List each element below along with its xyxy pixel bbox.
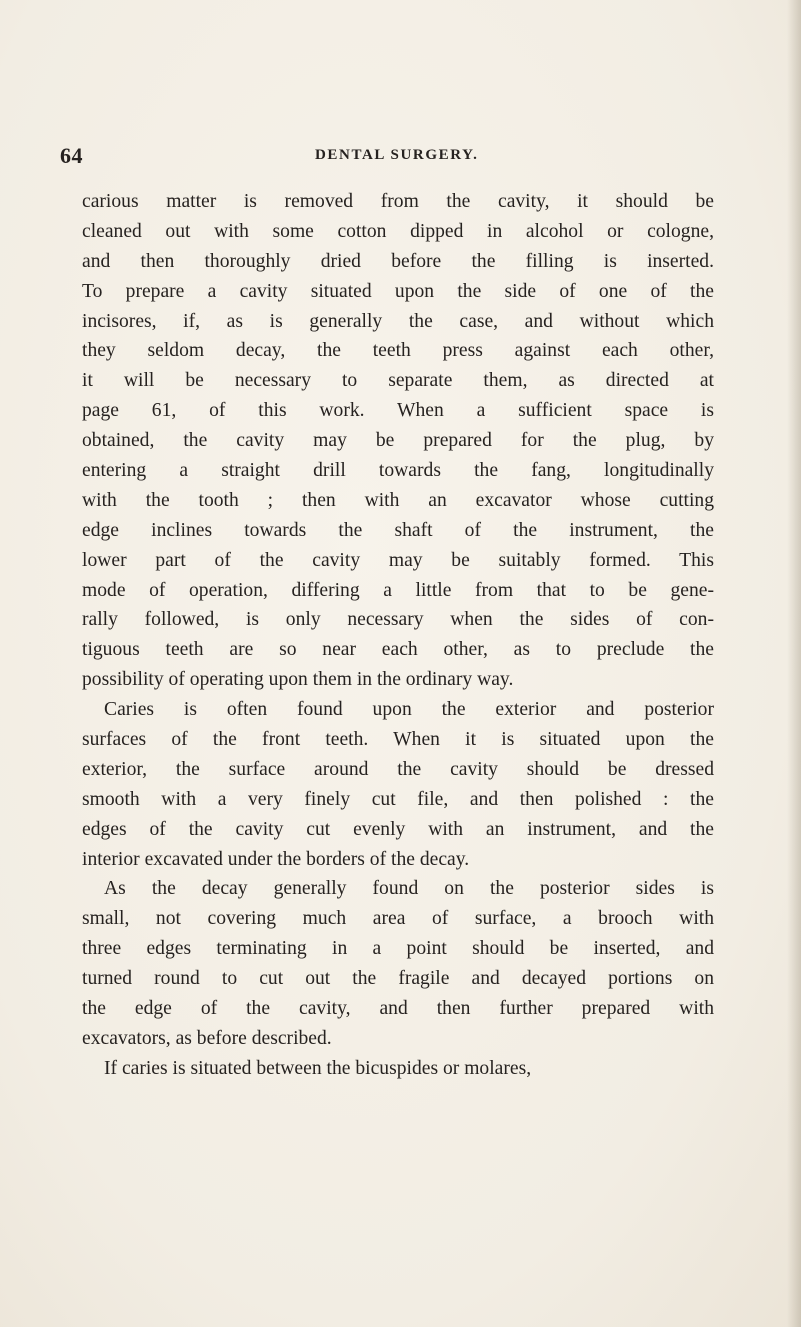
text-line: carious matter is removed from the cavity, it should be (82, 191, 714, 212)
page-edge-shadow (787, 0, 801, 1327)
page-header (60, 143, 740, 167)
text-line: three edges terminating in a point should be inserted, and (82, 938, 714, 960)
body-text (82, 187, 714, 1084)
text-line: the edge of the cavity, and then further prepared with (82, 998, 714, 1020)
text-line: edge inclines towards the shaft of the instrument, the (82, 519, 714, 541)
text-line: exterior, the surface around the cavity should be dressed (82, 758, 714, 780)
text-line: edges of the cavity cut evenly with an instrument, and the (82, 818, 714, 840)
text-line: excavators, as before described. (82, 1027, 332, 1049)
text-line: To prepare a cavity situated upon the side of one of the (82, 280, 714, 302)
text-line: obtained, the cavity may be prepared for the plug, by (82, 430, 714, 452)
paragraph-start-line: Caries is often found upon the exterior and posterior (104, 699, 714, 721)
text-line: small, not covering much area of surface, a brooch with (82, 908, 714, 930)
running-head: DENTAL SURGERY. (315, 147, 479, 163)
paragraph-start-line: If caries is situated between the bicuspides or molares, (104, 1057, 532, 1079)
text-line: they seldom decay, the teeth press against each other, (82, 340, 714, 362)
text-line: it will be necessary to separate them, as directed at (82, 370, 714, 392)
text-line: rally followed, is only necessary when the sides of con- (82, 609, 714, 631)
text-line: smooth with a very finely cut file, and then polished : the (82, 788, 714, 810)
text-line: turned round to cut out the fragile and decayed portions on (82, 968, 714, 990)
text-line: with the tooth ; then with an excavator whose cutting (82, 489, 714, 511)
text-line: page 61, of this work. When a sufficient space is (82, 400, 714, 422)
text-line: and then thoroughly dried before the filling is inserted. (82, 250, 714, 272)
text-line: entering a straight drill towards the fang, longitudinally (82, 460, 714, 482)
text-line: mode of operation, differing a little from that to be gene- (82, 579, 714, 601)
text-line: surfaces of the front teeth. When it is situated upon the (82, 729, 714, 751)
page-number: 64 (60, 143, 83, 168)
text-line: lower part of the cavity may be suitably formed. This (82, 549, 714, 571)
text-line: incisores, if, as is generally the case, and without which (82, 310, 714, 332)
text-line: possibility of operating upon them in the ordinary way. (82, 669, 514, 691)
text-line: interior excavated under the borders of the decay. (82, 848, 470, 870)
text-line: cleaned out with some cotton dipped in alcohol or cologne, (82, 220, 714, 242)
paragraph-start-line: As the decay generally found on the posterior sides is (104, 878, 714, 900)
text-line: tiguous teeth are so near each other, as to preclude the (82, 639, 714, 661)
